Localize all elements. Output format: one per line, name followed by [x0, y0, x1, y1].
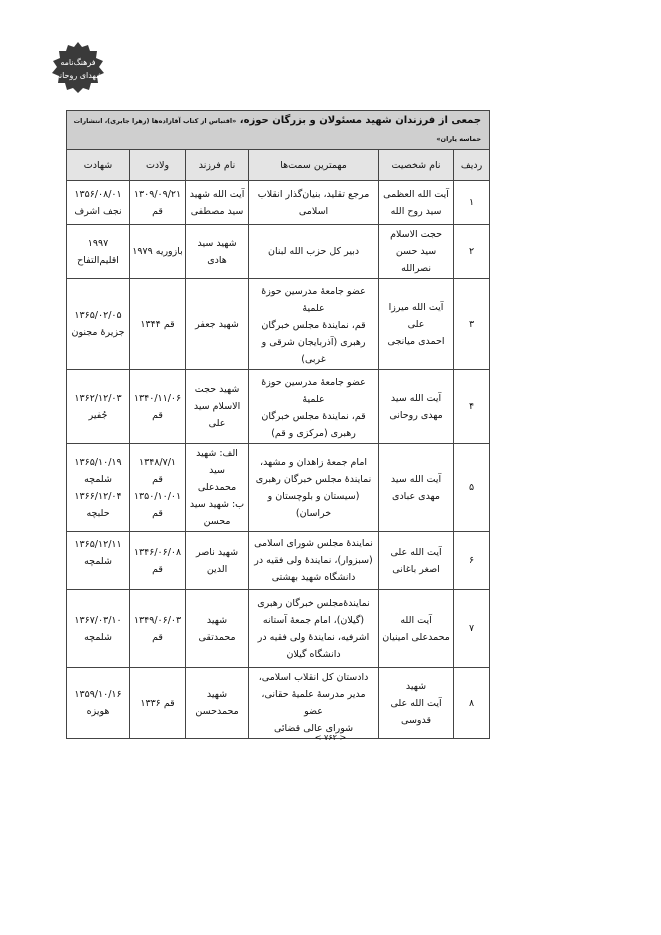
posts-cell: نمایندهٔ‌مجلس خبرگان رهبری (گیلان)، امام جمعهٔ آستانه اشرفیه، نمایندهٔ ولی فقیه در دانشگاه گیلان: [249, 590, 379, 668]
table-row: [67, 370, 490, 444]
person-cell: آیت الله محمدعلی امینیان: [379, 590, 454, 668]
child-cell: شهید محمدتقی: [186, 590, 249, 668]
row-number: ۸: [454, 668, 490, 739]
person-cell: شهید آیت الله علی قدوسی: [379, 668, 454, 739]
person-cell: آیت الله میرزا علی احمدی میانجی: [379, 279, 454, 370]
row-number: ۴: [454, 370, 490, 444]
table-row: [67, 444, 490, 532]
death-cell: ۱۳۶۵/۱۲/۱۱ شلمچه: [67, 532, 130, 590]
logo-line-1: فرهنگ‌نامه: [60, 58, 96, 67]
header-posts: مهمترین سمت‌ها: [249, 150, 379, 181]
row-number: ۷: [454, 590, 490, 668]
child-cell: آیت الله شهید سید مصطفی: [186, 181, 249, 225]
posts-cell: نمایندهٔ مجلس شورای اسلامی (سبزوار)، نمایندهٔ ولی فقیه در دانشگاه شهید بهشتی: [249, 532, 379, 590]
child-cell: شهید محمدحسن: [186, 668, 249, 739]
birth-cell: بازوریه ۱۹۷۹: [130, 225, 186, 279]
logo-line-2: شهدای روحانی: [53, 71, 103, 80]
death-cell: ۱۳۶۵/۱۰/۱۹ شلمچه ۱۳۶۶/۱۲/۰۴ حلبچه: [67, 444, 130, 532]
death-cell: ۱۳۶۵/۰۲/۰۵ جزیرهٔ مجنون: [67, 279, 130, 370]
table-row: [67, 532, 490, 590]
row-number: ۱: [454, 181, 490, 225]
posts-cell: عضو جامعهٔ مدرسین حوزهٔ علمیهٔ قم، نمایندهٔ مجلس خبرگان رهبری (مرکزی و قم): [249, 370, 379, 444]
header-death: شهادت: [67, 150, 130, 181]
table-row: [67, 225, 490, 279]
officials-martyred-children-table: [66, 110, 490, 739]
death-cell: ۱۳۶۷/۰۳/۱۰ شلمچه: [67, 590, 130, 668]
birth-cell: ۱۳۴۹/۰۶/۰۳ قم: [130, 590, 186, 668]
person-cell: آیت الله العظمی سید روح الله: [379, 181, 454, 225]
birth-cell: ۱۳۴۶/۰۶/۰۸ قم: [130, 532, 186, 590]
child-cell: شهید ناصر الدین: [186, 532, 249, 590]
death-cell: ۱۳۵۹/۱۰/۱۶ هویزه: [67, 668, 130, 739]
person-cell: حجت الاسلام سید حسن نصرالله: [379, 225, 454, 279]
posts-cell: دبیر کل حزب الله لبنان: [249, 225, 379, 279]
posts-cell: عضو جامعهٔ مدرسین حوزهٔ علمیهٔ قم، نمایندهٔ مجلس خبرگان رهبری (آذربایجان شرقی و غربی): [249, 279, 379, 370]
birth-cell: ۱۳۴۰/۱۱/۰۶ قم: [130, 370, 186, 444]
birth-cell: ۱۳۰۹/۰۹/۲۱ قم: [130, 181, 186, 225]
birth-cell: قم ۱۳۳۶: [130, 668, 186, 739]
row-number: ۳: [454, 279, 490, 370]
row-number: ۲: [454, 225, 490, 279]
death-cell: ۱۳۵۶/۰۸/۰۱ نجف اشرف: [67, 181, 130, 225]
table-source-note: «اقتباس از کتاب آقازاده‌ها (زهرا جابری)، انتشارات حماسه یاران»: [73, 117, 482, 143]
birth-cell: قم ۱۳۴۴: [130, 279, 186, 370]
table-title-text: جمعی از فرزندان شهید مسئولان و بزرگان حوزه،: [239, 115, 482, 126]
header-birth: ولادت: [130, 150, 186, 181]
table-row: [67, 668, 490, 739]
table-row: [67, 590, 490, 668]
child-cell: الف: شهید سید محمدعلی ب: شهید سید محسن: [186, 444, 249, 532]
header-child: نام فرزند: [186, 150, 249, 181]
header-row-number: ردیف: [454, 150, 490, 181]
child-cell: شهید سید هادی: [186, 225, 249, 279]
table-title: [67, 111, 490, 150]
row-number: ۵: [454, 444, 490, 532]
page-number: < ۷۶۲ >: [314, 733, 347, 742]
header-person: نام شخصیت: [379, 150, 454, 181]
child-cell: شهید جعفر: [186, 279, 249, 370]
death-cell: ۱۳۶۲/۱۲/۰۳ جُفیر: [67, 370, 130, 444]
posts-cell: مرجع تقلید، بنیان‌گذار انقلاب اسلامی: [249, 181, 379, 225]
table-header-row: [67, 150, 490, 181]
child-cell: شهید حجت الاسلام سید علی: [186, 370, 249, 444]
person-cell: آیت الله سید مهدی روحانی: [379, 370, 454, 444]
table-row: [67, 181, 490, 225]
birth-cell: ۱۳۴۸/۷/۱ قم ۱۳۵۰/۱۰/۰۱ قم: [130, 444, 186, 532]
death-cell: ۱۹۹۷ اقلیم‌التفاح: [67, 225, 130, 279]
row-number: ۶: [454, 532, 490, 590]
table-row: [67, 279, 490, 370]
book-series-logo: [42, 40, 114, 98]
person-cell: آیت الله علی اصغر باغانی: [379, 532, 454, 590]
posts-cell: امام جمعهٔ زاهدان و مشهد، نمایندهٔ مجلس خبرگان رهبری (سیستان و بلوچستان و خراسان): [249, 444, 379, 532]
person-cell: آیت الله سید مهدی عبادی: [379, 444, 454, 532]
posts-cell: دادستان کل انقلاب اسلامی، مدیر مدرسهٔ علمیهٔ حقانی، عضو شورای عالی قضائی: [249, 668, 379, 739]
